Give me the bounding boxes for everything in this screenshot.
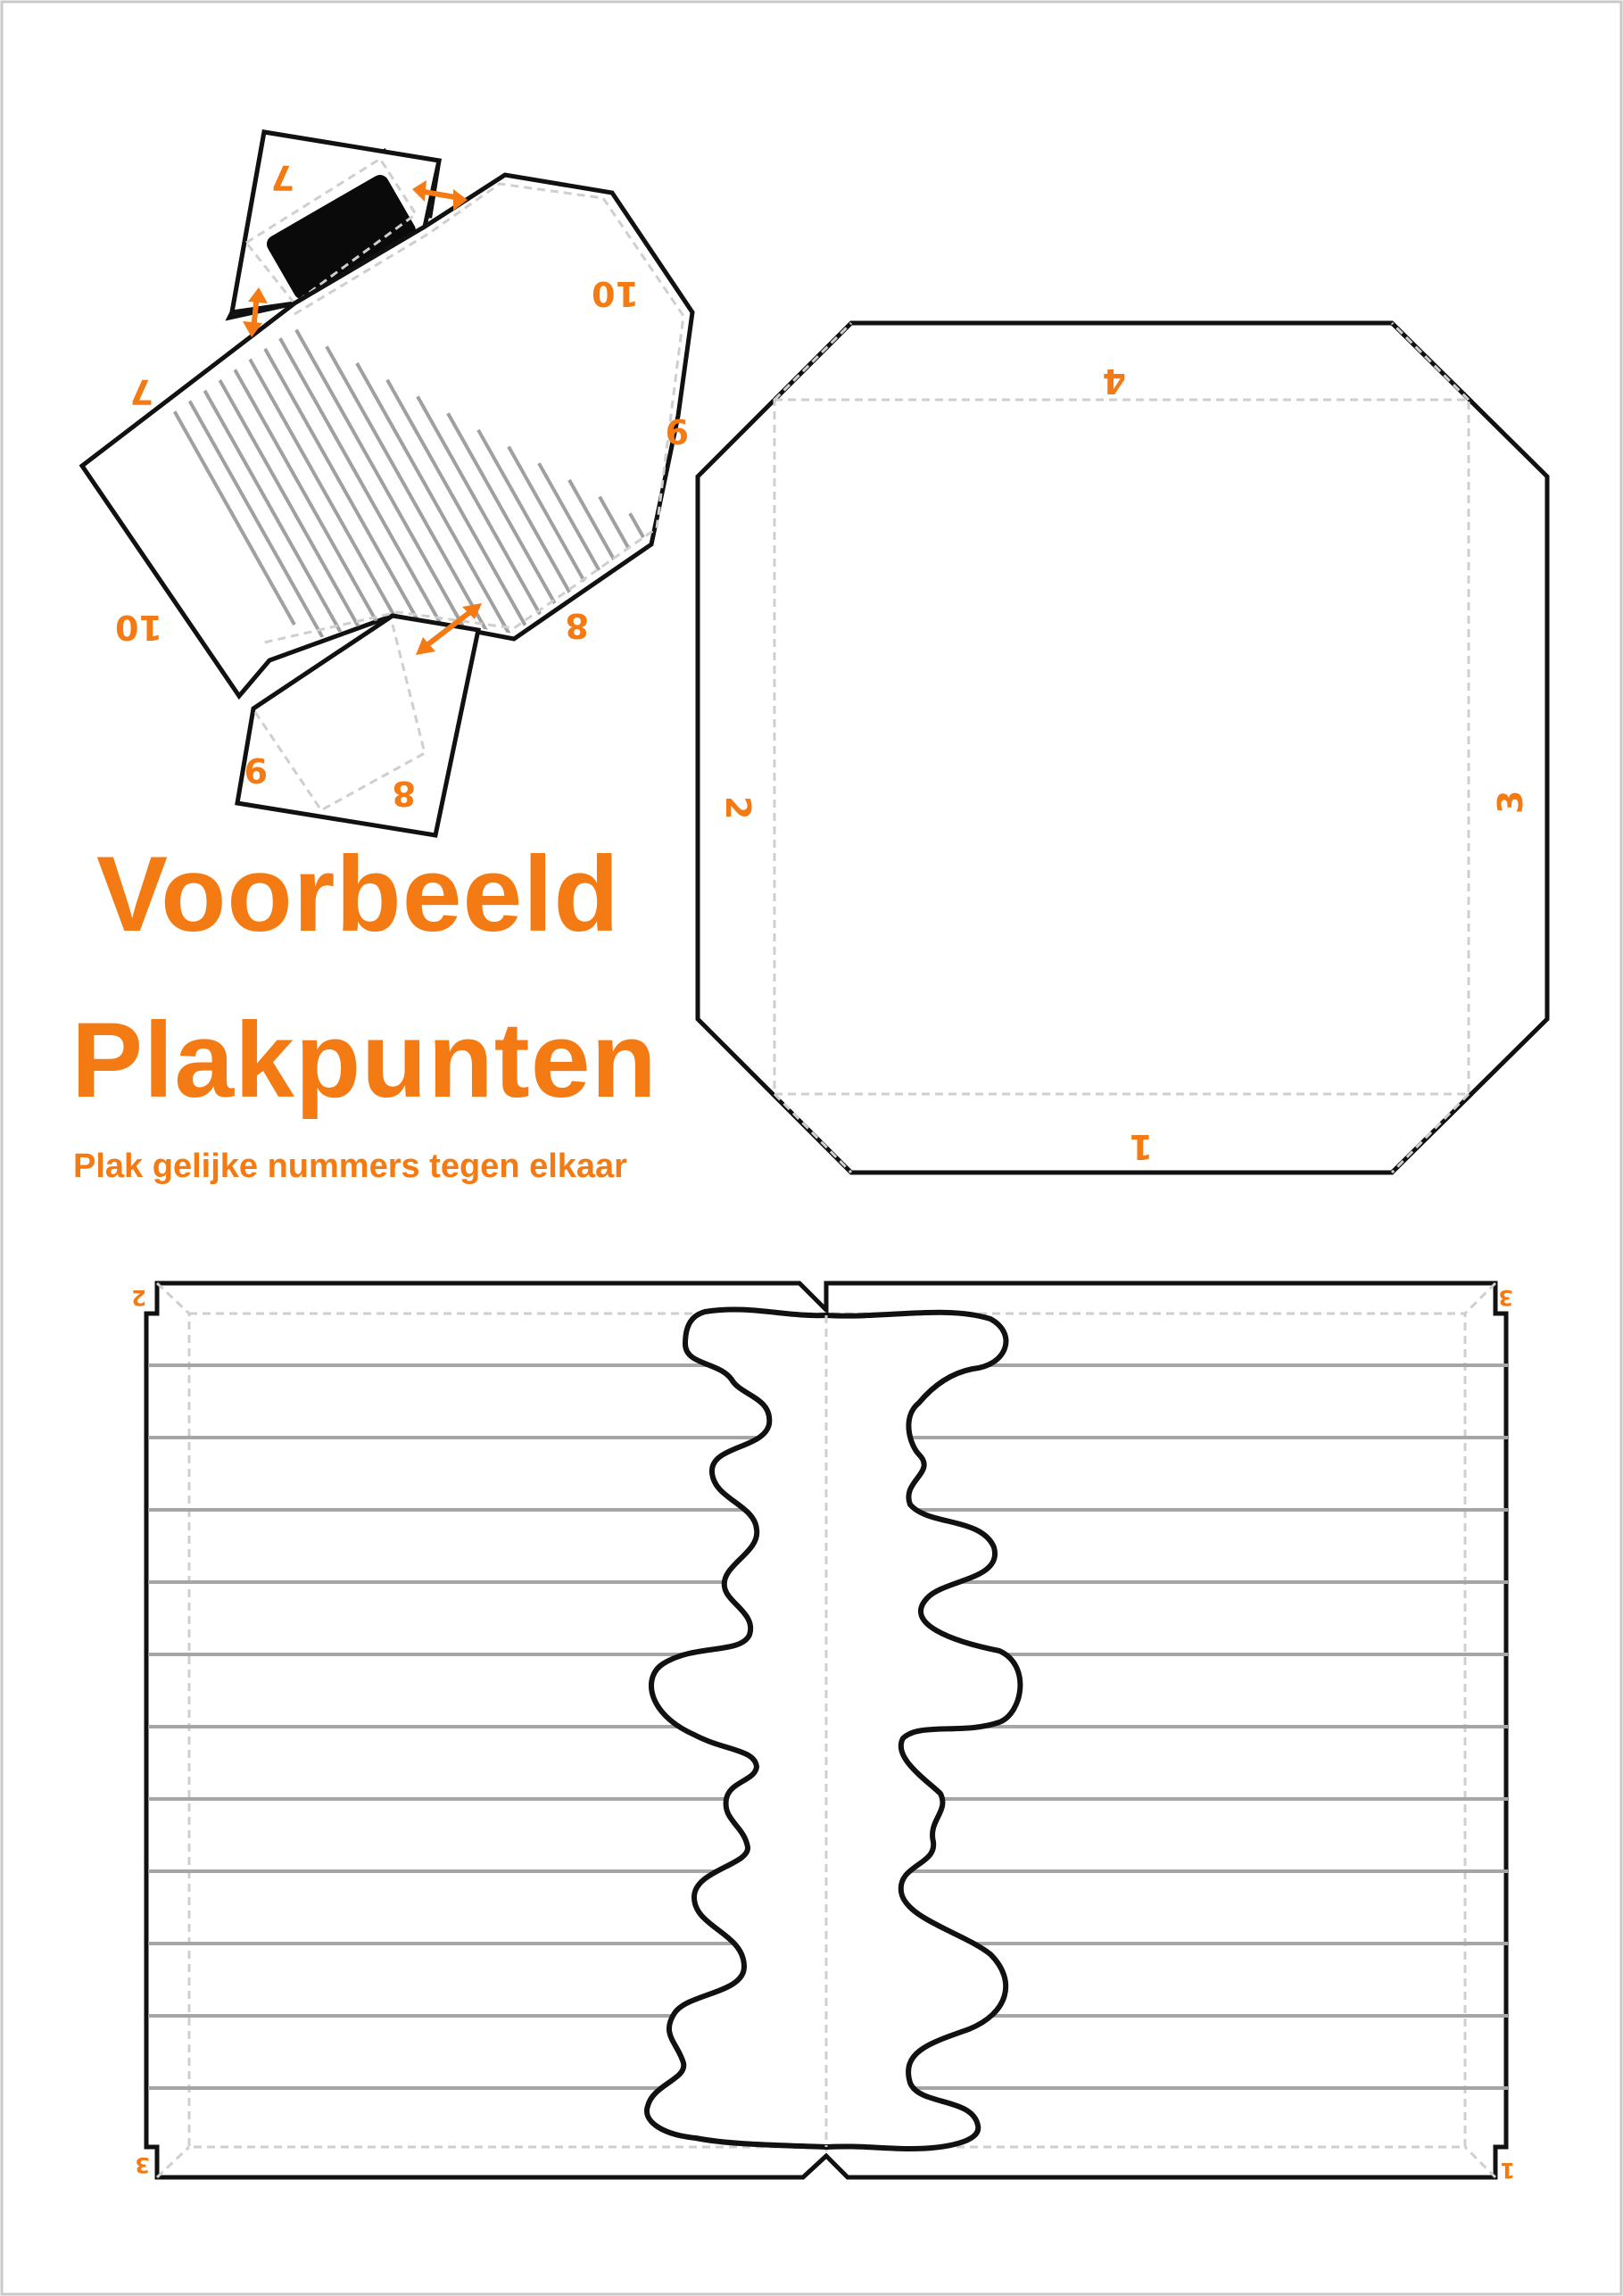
- label-left-lower: 10: [115, 608, 162, 647]
- label-right-upper: 10: [592, 274, 639, 313]
- square-outline: [698, 323, 1547, 1173]
- label-bottom-right: 8: [392, 774, 416, 813]
- label-square-bottom: 1: [1129, 1127, 1153, 1166]
- label-bn-bottom-left: 3: [135, 2152, 150, 2177]
- label-square-left: 2: [718, 796, 758, 820]
- label-top-flap: 7: [270, 158, 294, 197]
- page-title-line-1: Voorbeeld: [96, 834, 620, 954]
- square-net: [698, 323, 1547, 1173]
- page-subtitle: Plak gelijke nummers tegen elkaar: [73, 1148, 627, 1185]
- label-bottom-middle-right: 8: [565, 606, 589, 645]
- label-right-middle: 9: [665, 411, 689, 451]
- label-bn-bottom-right: 1: [1500, 2158, 1515, 2183]
- label-square-top: 4: [1102, 361, 1126, 401]
- label-bn-top-left: 2: [131, 1285, 146, 1310]
- label-square-right: 3: [1491, 790, 1530, 814]
- label-bottom-left: 9: [244, 750, 268, 790]
- label-left-upper: 7: [129, 372, 153, 411]
- page-title-line-2: Plakpunten: [71, 1000, 658, 1120]
- bottom-net: [131, 1283, 1515, 2183]
- label-bn-top-right: 3: [1498, 1285, 1513, 1310]
